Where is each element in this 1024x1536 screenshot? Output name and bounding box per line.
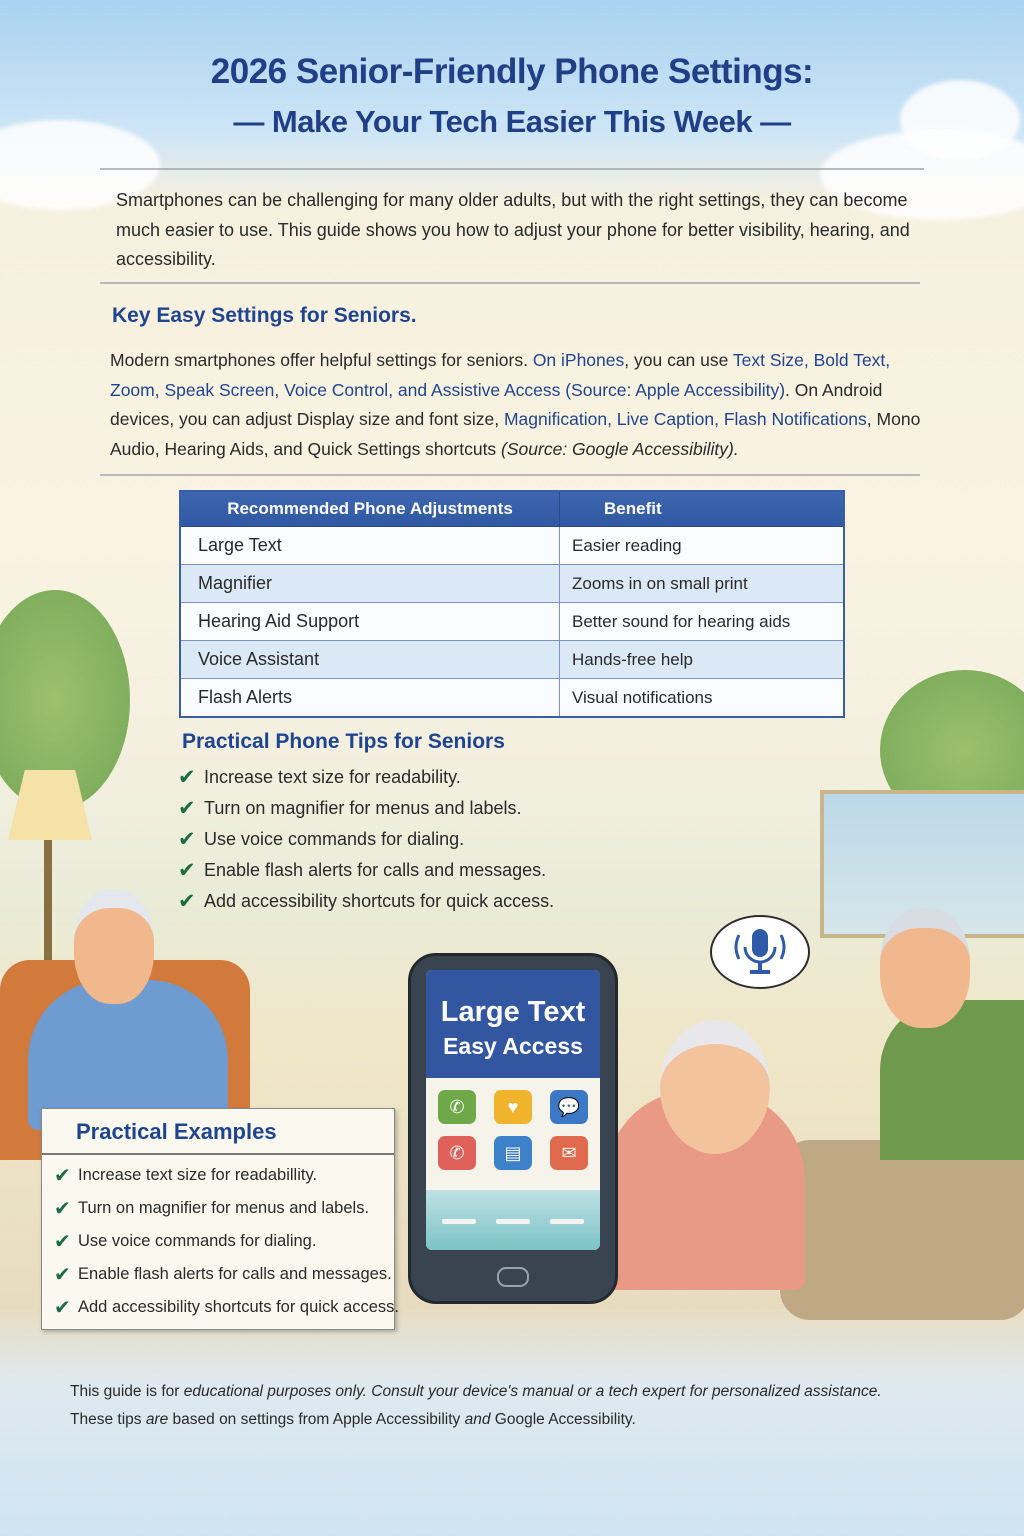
checkmark-icon: ✔: [178, 797, 196, 820]
table-row: [180, 679, 844, 718]
table-cell: Large Text: [180, 527, 560, 565]
text-segment: . On Android devices, you can adjust Display size and font size,: [110, 379, 883, 429]
home-button-icon: [497, 1267, 529, 1287]
book-icon: ▤: [494, 1136, 532, 1170]
example-text: Add accessibility shortcuts for quick access.: [78, 1298, 399, 1316]
disclaimer-line-1: [70, 1378, 970, 1406]
chat-icon: 💬: [550, 1090, 588, 1124]
text-segment: , you can use: [624, 350, 733, 370]
checkmark-icon: ✔: [54, 1198, 71, 1220]
man-left-head: [74, 890, 154, 1004]
text-segment: These tips: [70, 1411, 146, 1428]
key-settings-heading: Key Easy Settings for Seniors.: [112, 304, 417, 327]
practical-examples-card: [41, 1108, 399, 1330]
list-item: [54, 1159, 399, 1192]
phone-illustration: [408, 953, 618, 1304]
checkmark-icon: ✔: [178, 828, 196, 851]
example-text: Use voice commands for dialing.: [78, 1232, 317, 1250]
text-segment: , Mono Audio, Hearing Aids, and Quick Settings shortcuts: [110, 409, 921, 459]
list-item: [54, 1192, 399, 1225]
table-cell: Voice Assistant: [180, 641, 560, 679]
lamp-stand: [44, 840, 52, 960]
tips-section: [178, 730, 554, 917]
page-title: 2026 Senior-Friendly Phone Settings:: [210, 52, 814, 91]
divider: [100, 168, 924, 170]
text-segment: Google Accessibility.: [490, 1411, 636, 1428]
text-segment: Modern smartphones offer helpful settings for seniors.: [110, 350, 533, 370]
checkmark-icon: ✔: [178, 890, 196, 913]
checkmark-icon: ✔: [178, 766, 196, 789]
table-row: [180, 565, 844, 603]
phone-screen-header: [426, 970, 600, 1078]
woman-head: [660, 1020, 770, 1154]
tip-text: Add accessibility shortcuts for quick access.: [204, 891, 555, 911]
dock-bar: [442, 1219, 476, 1224]
sofa-right: [780, 1140, 1024, 1320]
checkmark-icon: ✔: [54, 1231, 71, 1253]
table-cell: Zooms in on small print: [560, 565, 845, 603]
phone-screen: [426, 970, 600, 1250]
text-segment: educational purposes only. Consult your device's manual or a tech expert for personalized assistance.: [183, 1383, 882, 1400]
table-cell: Flash Alerts: [180, 679, 560, 718]
table-header-row: [180, 491, 844, 527]
table-row: [180, 641, 844, 679]
tip-text: Increase text size for readability.: [204, 767, 461, 787]
disclaimer-line-2: [70, 1406, 970, 1434]
tips-heading: Practical Phone Tips for Seniors: [182, 730, 505, 753]
phone-screen-subtitle: Easy Access: [443, 1033, 583, 1059]
highlight-text: Text Size, Bold Text, Zoom, Speak Screen, Voice Control, and Assistive Access (Source: Apple Accessibility): [110, 350, 891, 400]
highlight-text: Magnification, Live Caption, Flash Notifications: [503, 409, 867, 429]
example-text: Enable flash alerts for calls and messages.: [78, 1265, 392, 1283]
text-segment: are: [145, 1411, 169, 1428]
divider: [100, 474, 920, 476]
list-item: [54, 1225, 399, 1258]
heart-icon: ♥: [494, 1090, 532, 1124]
text-segment: This guide is for: [70, 1383, 184, 1400]
tip-text: Turn on magnifier for menus and labels.: [204, 798, 522, 818]
list-item: [54, 1258, 399, 1291]
phone-dock: [426, 1190, 600, 1250]
tip-item: [178, 793, 554, 824]
checkmark-icon: ✔: [54, 1165, 71, 1187]
table-row: [180, 603, 844, 641]
table-cell: Easier reading: [560, 527, 845, 565]
text-segment: based on settings from Apple Accessibility: [168, 1411, 465, 1428]
man-right-head: [880, 908, 970, 1028]
tip-item: [178, 762, 554, 793]
highlight-text: On iPhones: [532, 350, 625, 370]
tip-item: [178, 855, 554, 886]
examples-list: [54, 1159, 399, 1324]
phone-icon: ✆: [438, 1090, 476, 1124]
text-segment: and: [464, 1411, 491, 1428]
adjustments-table: [179, 490, 845, 718]
table-cell: Visual notifications: [560, 679, 845, 718]
phone-icon: ✆: [438, 1136, 476, 1170]
example-text: Increase text size for readabillity.: [78, 1166, 318, 1184]
divider: [42, 1153, 394, 1155]
list-item: [54, 1291, 399, 1324]
microphone-icon: [712, 917, 808, 987]
checkmark-icon: ✔: [54, 1297, 71, 1319]
phone-screen-title: Large Text: [440, 996, 586, 1028]
table-cell: Hearing Aid Support: [180, 603, 560, 641]
page-subtitle: — Make Your Tech Easier This Week —: [233, 104, 791, 139]
table-row: [180, 527, 844, 565]
tip-item: [178, 824, 554, 855]
mail-icon: ✉: [550, 1136, 588, 1170]
column-header: Benefit: [560, 491, 845, 527]
table-cell: Hands-free help: [560, 641, 845, 679]
key-settings-paragraph: [110, 346, 940, 464]
man-right-body: [880, 1000, 1024, 1160]
divider: [100, 282, 920, 284]
examples-heading: Practical Examples: [76, 1119, 277, 1144]
intro-paragraph: Smartphones can be challenging for many older adults, but with the right settings, they can become much easier to use. This guide shows you how to adjust your phone for better visibility, hearing, and accessibility.: [116, 190, 910, 269]
tip-text: Use voice commands for dialing.: [204, 829, 465, 849]
speech-bubble: [710, 915, 810, 989]
table-cell: Magnifier: [180, 565, 560, 603]
checkmark-icon: ✔: [178, 859, 196, 882]
app-grid: [426, 1090, 600, 1170]
column-header: Recommended Phone Adjustments: [180, 491, 560, 527]
tip-text: Enable flash alerts for calls and messages.: [204, 860, 547, 880]
disclaimer-footer: [70, 1378, 970, 1434]
dock-bar: [496, 1219, 530, 1224]
dock-bar: [550, 1219, 584, 1224]
checkmark-icon: ✔: [54, 1264, 71, 1286]
table-cell: Better sound for hearing aids: [560, 603, 845, 641]
source-citation: (Source: Google Accessibility).: [501, 438, 739, 459]
example-text: Turn on magnifier for menus and labels.: [78, 1199, 370, 1217]
tip-item: [178, 886, 554, 917]
